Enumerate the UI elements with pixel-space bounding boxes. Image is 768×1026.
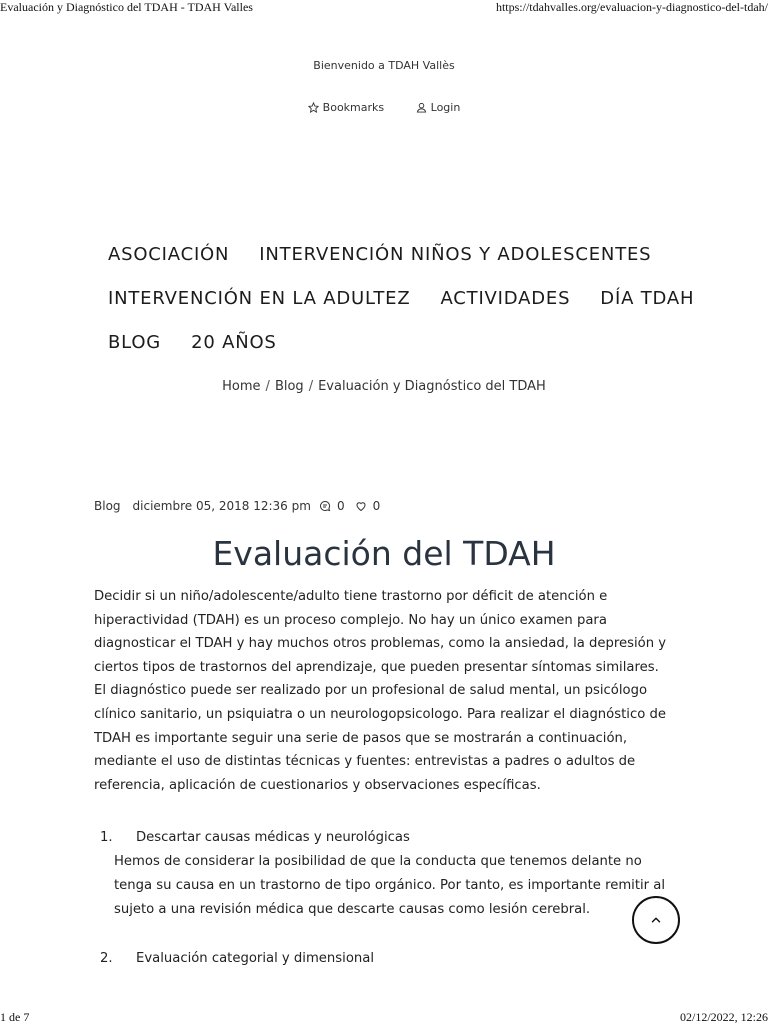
list-item (94, 948, 674, 970)
breadcrumb-current: Evaluación y Diagnóstico del TDAH (318, 379, 546, 394)
like-count: 0 (372, 499, 381, 513)
nav-item-dia-tdah[interactable]: DÍA TDAH (600, 287, 695, 309)
post-date: diciembre 05, 2018 12:36 pm (132, 499, 311, 513)
breadcrumb-home[interactable]: Home (222, 379, 261, 394)
step-title: Evaluación categorial y dimensional (136, 951, 374, 966)
list-item (94, 827, 674, 922)
nav-item-intervencion-adultez[interactable]: INTERVENCIÓN EN LA ADULTEZ (108, 287, 411, 309)
step-number: 2. (100, 951, 113, 966)
main-nav (108, 232, 708, 364)
nav-item-asociacion[interactable]: ASOCIACIÓN (108, 243, 230, 265)
post-title: Evaluación del TDAH (212, 534, 556, 573)
nav-item-intervencion-ninos[interactable]: INTERVENCIÓN NIÑOS Y ADOLESCENTES (259, 243, 652, 265)
nav-item-blog[interactable]: BLOG (108, 331, 162, 353)
post-paragraph-2: El diagnóstico puede ser realizado por un profesional de salud mental, un psicólogo clínico sanitario, un psiquiatra o un neurologopsicologo. Para realizar el diagnóstico de TDAH es importante seguir una serie de pasos que se mostrarán a continuación, mediante el uso de distintas técnicas y fuentes: entrevistas a padres o adultos de referencia, aplicación de cuestionarios y observaciones específicas. (94, 683, 666, 793)
post-paragraph-1: Decidir si un niño/adolescente/adulto tiene trastorno por déficit de atención e hiperactividad (TDAH) es un proceso complejo. No hay un único examen para diagnosticar el TDAH y hay muchos otros problemas, como la ansiedad, la depresión y ciertos tipos de trastornos del aprendizaje, que pueden presentar síntomas similares. (94, 589, 667, 675)
chevron-up-icon (649, 913, 663, 927)
breadcrumb-separator: / (308, 379, 314, 394)
post-body (94, 585, 674, 797)
post-meta (94, 499, 390, 513)
login-link[interactable] (416, 101, 461, 114)
steps-list (94, 827, 674, 970)
post-category-link[interactable]: Blog (94, 499, 121, 513)
print-page-url: https://tdahvalles.org/evaluacion-y-diagnostico-del-tdah/ (495, 0, 768, 14)
print-datetime: 02/12/2022, 12:26 (679, 1010, 768, 1024)
step-title: Descartar causas médicas y neurológicas (136, 830, 410, 845)
user-outline-icon (416, 102, 427, 113)
step-number: 1. (100, 830, 113, 845)
print-header (0, 0, 768, 16)
breadcrumb (0, 379, 768, 394)
heart-outline-icon[interactable] (355, 500, 367, 512)
scroll-to-top-button[interactable] (632, 896, 680, 944)
print-page-title: Evaluación y Diagnóstico del TDAH - TDAH Valles (0, 0, 253, 14)
star-outline-icon (308, 102, 319, 113)
step-description: Hemos de considerar la posibilidad de que la conducta que tenemos delante no tenga su causa en un trastorno de tipo orgánico. Por tanto, es importante remitir al sujeto a una revisión médica que descarte causas como lesión cerebral. (114, 854, 666, 917)
login-label: Login (430, 101, 461, 114)
bookmarks-link[interactable] (308, 101, 384, 114)
comment-icon[interactable] (319, 500, 331, 512)
comment-count: 0 (336, 499, 345, 513)
breadcrumb-separator: / (265, 379, 270, 394)
bookmarks-label: Bookmarks (322, 101, 385, 114)
nav-item-actividades[interactable]: ACTIVIDADES (440, 287, 571, 309)
welcome-text: Bienvenido a TDAH Vallès (313, 59, 455, 72)
top-links (0, 101, 768, 116)
nav-item-20-anos[interactable]: 20 AÑOS (191, 331, 277, 353)
breadcrumb-blog[interactable]: Blog (274, 379, 304, 394)
print-page-number: 1 de 7 (0, 1010, 30, 1024)
